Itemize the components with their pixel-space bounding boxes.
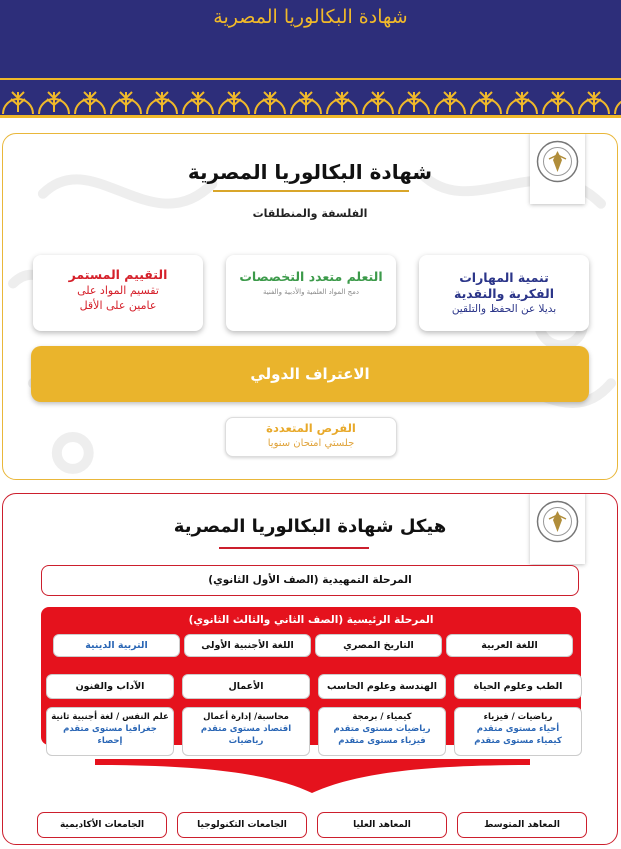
pillar-title: التقييم المستمر <box>68 267 168 282</box>
core-subject-religion: التربية الدينية <box>53 634 180 657</box>
main-stage-panel <box>41 607 581 745</box>
track-subjects-engineering: كيمياء / برمجة رياضيات مستوى متقدم فيزياء مستوى متقدم <box>318 707 446 756</box>
destination-intermediate-institutes: المعاهد المتوسط <box>457 812 587 838</box>
pathway-arc-graphic <box>95 759 530 795</box>
core-subject-foreign-language: اللغة الأجنبية الأولى <box>184 634 311 657</box>
destination-higher-institutes: المعاهد العليا <box>317 812 447 838</box>
international-recognition-bar: الاعتراف الدولي <box>31 346 589 402</box>
multiple-opportunities-box <box>225 417 397 457</box>
core-subject-arabic: اللغة العربية <box>446 634 573 657</box>
section1-subtitle: الفلسفة والمنطلقات <box>252 207 368 220</box>
pillar-thinking-skills <box>419 255 589 331</box>
pillar-desc: تقسيم المواد على <box>77 284 159 297</box>
pillar-desc: دمج المواد العلمية والأدبية والفنية <box>263 288 359 296</box>
structure-card <box>2 493 618 845</box>
destination-technological-universities: الجامعات التكنولوجيا <box>177 812 307 838</box>
opportunities-title: الفرص المتعددة <box>266 421 356 435</box>
title-underline <box>213 190 409 192</box>
pillar-title-line2: الفكرية والنقدية <box>454 286 554 301</box>
section2-title: هيكل شهادة البكالوريا المصرية <box>173 516 447 537</box>
track-engineering: الهندسة وعلوم الحاسب <box>318 674 446 699</box>
pillar-desc-line2: عامين على الأقل <box>79 299 157 312</box>
pillar-continuous-assessment <box>33 255 203 331</box>
track-arts: الآداب والفنون <box>46 674 174 699</box>
pillar-interdisciplinary <box>226 255 396 331</box>
opportunities-desc: جلستي امتحان سنويا <box>267 438 355 449</box>
destination-academic-universities: الجامعات الأكاديمية <box>37 812 167 838</box>
main-stage-title: المرحلة الرئيسية (الصف الثاني والثالث الثانوي) <box>188 614 434 626</box>
philosophy-card <box>2 133 618 480</box>
track-subjects-medicine: رياضيات / فيزياء أحياء مستوى متقدم كيمياء مستوى متقدم <box>454 707 582 756</box>
header-title: شهادة البكالوريا المصرية <box>213 6 408 28</box>
core-subject-history: التاريخ المصري <box>315 634 442 657</box>
pillar-desc: بديلا عن الحفظ والتلقين <box>451 303 557 315</box>
section1-title: شهادة البكالوريا المصرية <box>187 160 433 184</box>
preparatory-stage-box: المرحلة التمهيدية (الصف الأول الثانوي) <box>41 565 579 596</box>
track-business: الأعمال <box>182 674 310 699</box>
title-underline <box>219 547 369 549</box>
decorative-pattern-band <box>0 78 621 118</box>
pillar-title: التعلم متعدد التخصصات <box>239 269 383 284</box>
track-subjects-arts: علم النفس / لغة أجنبية ثانية جغرافيا مستوى متقدم إحصاء <box>46 707 174 756</box>
track-subjects-business: محاسبة/ إدارة أعمال اقتصاد مستوى متقدم رياضيات <box>182 707 310 756</box>
header-banner <box>0 0 621 118</box>
pillar-title: تنمية المهارات <box>459 270 549 285</box>
track-medicine: الطب وعلوم الحياة <box>454 674 582 699</box>
